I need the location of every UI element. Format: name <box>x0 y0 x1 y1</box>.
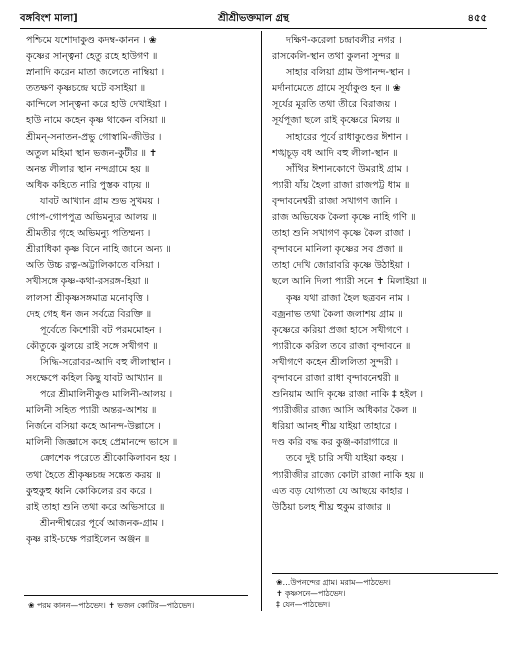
verse-line: কৃষ্ণেরে করিয়া প্রজা হাসে সখীগণে । <box>272 324 409 336</box>
verse-line: দক্ষিণ-করেলা চন্দ্রাবলীর নগর । <box>286 35 402 46</box>
verse-line: অতুল মহিমা স্থান ভজন-কুটীর ॥ ✝ <box>26 147 158 159</box>
verse-line: প্যারীজীর রাজ্যে কোটা রাজা নাকি হয় ॥ <box>272 469 424 481</box>
left-column <box>26 33 254 548</box>
header-rule <box>20 28 487 29</box>
column-divider <box>261 31 262 611</box>
footnote-line: ‡ যেন—পাঠভেদ। <box>276 600 331 609</box>
verse-line: শঙ্খচূড় বধ আদি বহু লীলা-স্থান ॥ <box>272 147 398 159</box>
verse-line: প্যারীকে করিল তবে রাজা বৃন্দাবনে ॥ <box>272 340 411 352</box>
verse-line: সখীগণে কহেন শ্রীললিতা সুন্দরী । <box>272 356 399 368</box>
verse-line: সাঁথির ঈশানকোণে উমরাই গ্রাম । <box>286 163 409 175</box>
verse-line: উঠিয়া চলহ শীঘ্র হুকুম রাজার ॥ <box>272 501 391 513</box>
verse-line: ধরিয়া আনহ শীঘ্র যাইয়া তাহারে । <box>272 421 398 433</box>
footnote-rule-left <box>24 595 248 596</box>
verse-line: ছলে আনি দিলা প্যারী সনে ✝ মিলাইয়া ॥ <box>272 276 427 288</box>
verse-line: কৃষ্ণের সান্ত্বনা হেতু রহে হাউগণ ॥ <box>26 51 158 63</box>
verse-line: অধিক কহিতে নারি পুস্তক বাঢ়য় ॥ <box>26 179 150 191</box>
footnote-line: ❀…উপনন্দের গ্রাম। মরাম—পাঠভেদ। <box>276 578 391 587</box>
verse-line: সখীসঙ্গে কৃষ্ণ-কথা-রসরঙ্গ-হিয়া ॥ <box>26 276 149 288</box>
verse-line: ক্রোশেক পরেতে শ্রীকোকিলাবন হয় । <box>40 453 177 465</box>
verse-line: বৃন্দাবনেশ্বরী রাজা সখাগণ জানি । <box>272 195 398 207</box>
verse-line: কুহুকুহু ধ্বনি কোকিলের রব করে । <box>26 485 152 497</box>
verse-line: অতি উচ্চ রত্ন-অট্টালিকাতে বসিয়া । <box>26 260 160 272</box>
verse-line: শ্রীমন্-সনাতন-প্রভু গোস্বামি-জীউর । <box>26 131 162 143</box>
verse-line: নির্জনে বসিয়া কহে আনন্দ-উল্লাসে । <box>26 421 161 433</box>
verse-line: এত বড় যোগ্যতা যে আছয়ে কাহার । <box>272 485 409 497</box>
verse-line: স্নানাদি করেন মাতা জলেতে নাম্বিয়া । <box>26 67 165 79</box>
verse-line: বৃন্দাবনে রাজা রাধা বৃন্দাবনেশ্বরী ॥ <box>272 372 399 384</box>
verse-line: মালিনী জিজ্ঞাসে কহে প্রেমানন্দে ভাসে ॥ <box>26 437 178 449</box>
verse-line: পশ্চিমে যশোদাকুণ্ড কদম্ব-কানন । ❀ <box>26 35 157 46</box>
verse-line: শ্রীনন্দীশ্বরের পূর্বে আজনক-গ্রাম । <box>40 517 165 529</box>
verse-line: রাই তাহা শুনি তথা করে অভিসারে ॥ <box>26 501 165 513</box>
verse-line: সংক্ষেপে কহিল কিছু যাবট আখ্যান ॥ <box>26 372 163 384</box>
verse-line: সাহার বলিয়া গ্রাম উপানন্দ-স্থান । <box>286 67 411 79</box>
verse-line: কান্দিলে সান্ত্বনা করে হাউ দেখাইয়া । <box>26 99 167 111</box>
verse-line: তাহা দেখি জোরাবরি কৃষ্ণে উঠাইয়া । <box>272 260 410 272</box>
verse-line: তাহা শুনি সখাগণ কৃষ্ণে কৈল রাজা । <box>272 228 411 240</box>
verse-line: পূর্বেতে কিশোরী বট পরমমোহন । <box>40 324 162 336</box>
verse-line: রাজ অভিষেক কৈলা কৃষ্ণে নাহি গণি ॥ <box>272 212 416 224</box>
verse-line: শ্রীরাধিকা কৃষ্ণ বিনে নাহি জানে অন্য ॥ <box>26 244 171 256</box>
verse-line: দণ্ড করি বদ্ধ কর কুঞ্জ-কারাগারে ॥ <box>272 437 398 449</box>
verse-line: তথা হৈতে শ্রীকৃষ্ণচন্দ্র সঙ্কেত করয় ॥ <box>26 469 161 481</box>
verse-line: কৃষ্ণ যথা রাজা হৈল ছত্রবন নাম । <box>286 292 410 304</box>
verse-line: অনন্ত লীলার স্থান নন্দগ্রামে হয় ॥ <box>26 163 150 175</box>
verse-line: শ্রীমতীর গৃহে অভিমন্যু পতিম্মন্য । <box>26 228 151 240</box>
verse-line: কৃষ্ণ রাই-চক্ষে পরাইলেন অঞ্জন ॥ <box>26 533 150 545</box>
verse-line: ততক্ষণ কৃষ্ণচন্দ্রে ঘটে বসাইয়া ॥ <box>26 83 146 95</box>
verse-line: প্যারী যাঁয় হৈলা রাজা রাজপট্ট ধাম ॥ <box>272 179 410 191</box>
verse-line: বৃন্দাবনে মানিলা কৃষ্ণের সব প্রজা ॥ <box>272 244 404 256</box>
verse-line: সূর্যের মূরতি তথা তীরে বিরাজয় । <box>272 99 397 111</box>
verse-line: দেহ গেহ ধন জন সর্বত্রে বিরক্তি ॥ <box>26 308 152 320</box>
header-series-label: বঙ্গবিংশ মালা] <box>20 13 78 24</box>
footnote-line: ✝ কৃষ্ণসনে—পাঠভেদ। <box>276 589 346 598</box>
page-header <box>20 12 487 26</box>
verse-line: গোপ-গোপপুত্র অভিমন্যুর আলয় ॥ <box>26 212 157 224</box>
verse-line: কৌতুকে ঝুলয়ে রাই সঙ্গে সখীগণ ॥ <box>26 340 158 352</box>
header-book-title: শ্রীশ্রীভক্তমাল গ্রন্থ <box>218 13 289 24</box>
verse-line: সূর্যপূজা ছলে রাই কৃষ্ণেরে মিলয় ॥ <box>272 115 400 127</box>
verse-line: সাহারের পূর্বে রাধাকুণ্ডের ঈশান । <box>286 131 409 143</box>
verse-line: শুনিয়াম আদি কৃষ্ণে রাজা নাকি ‡ হইল । <box>272 389 424 401</box>
verse-line: মর্দানামেতে গ্রামে সূর্যাকুণ্ড হন ॥ ❀ <box>272 83 401 95</box>
verse-line: লালসা শ্রীকৃষ্ণসঙ্গমাত্র মনোবৃত্তি । <box>26 292 150 304</box>
verse-line: রাসকেলি-স্থান তথা কুলনা সুন্দর ॥ <box>272 51 400 63</box>
footnote-rule-right <box>272 573 498 574</box>
footnote-line: ❀ পরম কানন—পাঠভেদ। ✝ ভজন কোটির—পাঠভেদ। <box>28 601 195 610</box>
right-column <box>272 33 500 516</box>
verse-line: যাবট আখ্যান গ্রাম শুভ সুখময় । <box>40 195 160 207</box>
verse-line: তবে দুই চারি সখী যাইয়া কহয় । <box>286 453 404 465</box>
verse-line: প্যারীজীর রাজ্য আসি অধিকার কৈল ॥ <box>272 405 417 417</box>
verse-line: সিদ্ধি-সরোবর-আদি বহু লীলাস্থান । <box>40 356 172 368</box>
verse-line: পরে শ্রীমালিনীকুণ্ড মালিনী-আলয় । <box>40 389 173 401</box>
header-page-number: ৪৫৫ <box>467 13 487 24</box>
verse-line: হাউ নামে কহেন কৃষ্ণ থাকেন বসিয়া ॥ <box>26 115 166 127</box>
verse-line: বজ্রনাভ তথা কৈলা জলাশয় গ্রাম ॥ <box>272 308 403 320</box>
verse-line: মালিনী সহিত প্যারী অন্তর-আশয় ॥ <box>26 405 157 417</box>
